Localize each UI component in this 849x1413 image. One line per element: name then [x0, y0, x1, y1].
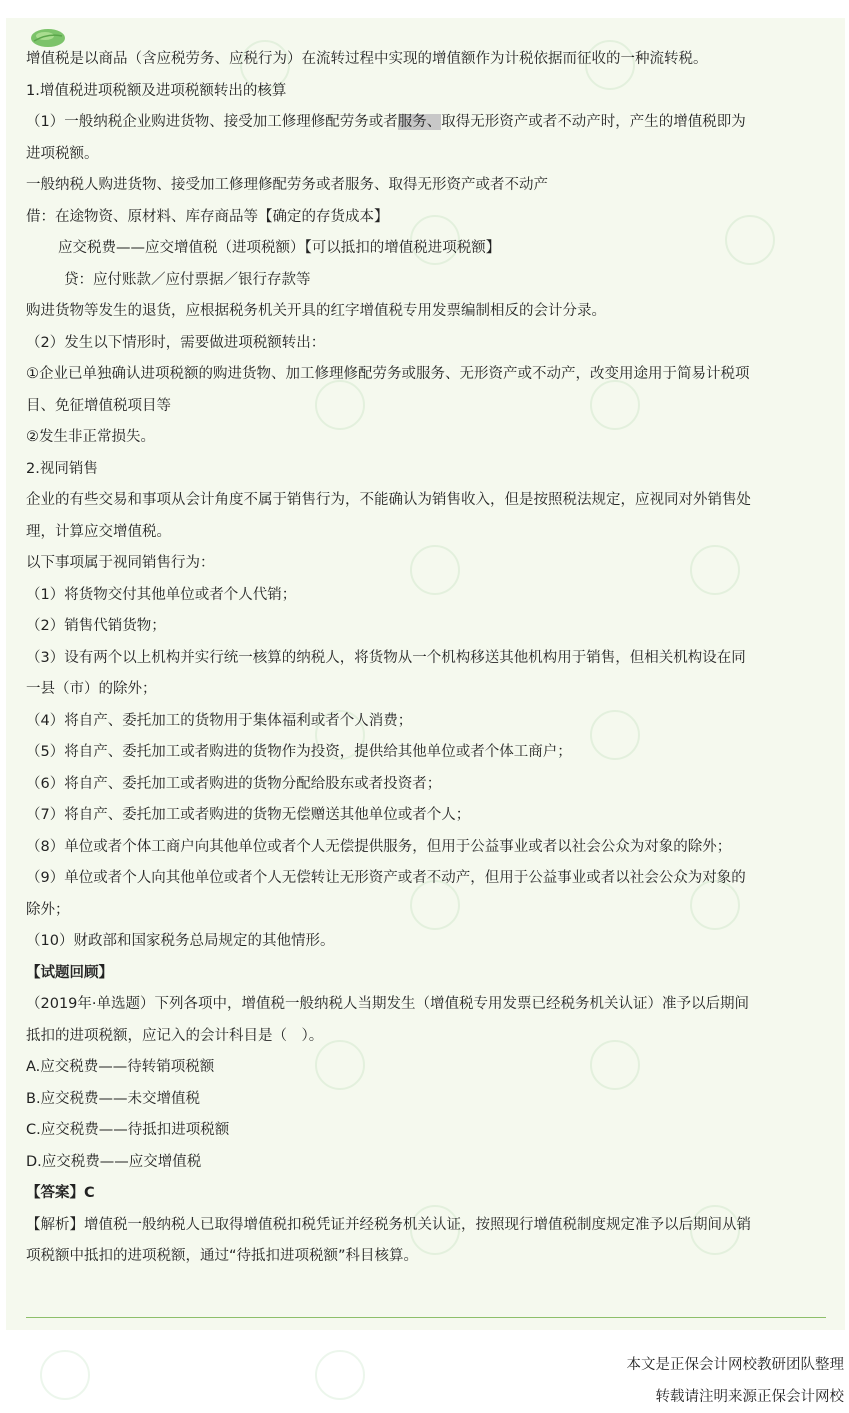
list-item: （2）销售代销货物； [26, 618, 166, 634]
question-text-a: （2019年·单选题）下列各项中，增值税一般纳税人当期发生（增值税专用发票已经税务机关认证）准予以后期间 [26, 996, 750, 1012]
section-1-para-1: （1）一般纳税企业购进货物、接受加工修理修配劳务或者服务、取得无形资产或者不动产时，产生的增值税即为 [26, 114, 746, 130]
list-item: （5）将自产、委托加工或者购进的货物作为投资，提供给其他单位或者个体工商户； [26, 744, 572, 760]
analysis-line-b: 项税额中抵扣的进项税额，通过“待抵扣进项税额”科目核算。 [26, 1248, 419, 1264]
list-item: （4）将自产、委托加工的货物用于集体福利或者个人消费； [26, 712, 413, 729]
footer-source-note: 转载请注明来源正保会计网校 [655, 1389, 844, 1405]
option-c: C.应交税费——待抵扣进项税额 [26, 1122, 230, 1138]
question-text-b: 抵扣的进项税额，应记入的会计科目是（ ）。 [26, 1027, 324, 1044]
list-item: （6）将自产、委托加工或者购进的货物分配给股东或者投资者； [26, 775, 442, 792]
footer-credit: 本文是正保会计网校教研团队整理 [626, 1357, 844, 1373]
section-2-para-1b: 理，计算应交增值税。 [26, 523, 171, 540]
section-2-para-1a: 企业的有些交易和事项从会计角度不属于销售行为，不能确认为销售收入，但是按照税法规定，应视同对外销售处 [26, 492, 751, 508]
analysis-line-a: 【解析】增值税一般纳税人已取得增值税扣税凭证并经税务机关认证，按照现行增值税制度规定准予以后期间从销 [26, 1216, 751, 1233]
list-item: （7）将自产、委托加工或者购进的货物无偿赠送其他单位或者个人； [26, 807, 471, 823]
list-item: （3）设有两个以上机构并实行统一核算的纳税人，将货物从一个机构移送其他机构用于销售，但相关机构设在同 [26, 649, 746, 666]
section-1-para-7: （2）发生以下情形时，需要做进项税额转出： [26, 334, 326, 351]
section-2-para-2: 以下事项属于视同销售行为： [26, 555, 215, 571]
article-body [26, 44, 826, 1273]
section-1-para-2: 一般纳税人购进货物、接受加工修理修配劳务或者服务、取得无形资产或者不动产 [26, 177, 548, 193]
list-item: 一县（市）的除外； [26, 681, 157, 697]
answer-line: 【答案】C [26, 1185, 95, 1201]
list-item: （9）单位或者个人向其他单位或者个人无偿转让无形资产或者不动产，但用于公益事业或者以社会公众为对象的 [26, 870, 746, 886]
section-1-para-1-cont: 进项税额。 [26, 145, 99, 162]
highlighted-text: 服务、 [397, 114, 442, 130]
list-item: （10）财政部和国家税务总局规定的其他情形。 [26, 933, 335, 949]
list-item: 除外； [26, 901, 70, 918]
divider [26, 1317, 826, 1318]
option-b: B.应交税费——未交增值税 [26, 1090, 201, 1107]
section-1-para-8b: 目、免征增值税项目等 [26, 397, 171, 414]
section-1-title: 1.增值税进项税额及进项税额转出的核算 [26, 82, 287, 99]
journal-credit-line: 贷：应付账款／应付票据／银行存款等 [64, 271, 311, 288]
journal-debit-sub-line: 应交税费——应交增值税（进项税额）【可以抵扣的增值税进项税额】 [58, 240, 501, 256]
section-2-title: 2.视同销售 [26, 460, 98, 477]
list-item: （8）单位或者个体工商户向其他单位或者个人无偿提供服务，但用于公益事业或者以社会公众为对象的除外； [26, 838, 732, 855]
journal-debit-line: 借：在途物资、原材料、库存商品等【确定的存货成本】 [26, 208, 389, 225]
list-item: （1）将货物交付其他单位或者个人代销； [26, 586, 297, 603]
review-heading: 【试题回顾】 [26, 964, 113, 981]
section-1-para-6: 购进货物等发生的退货，应根据税务机关开具的红字增值税专用发票编制相反的会计分录。 [26, 303, 606, 319]
intro-paragraph: 增值税是以商品（含应税劳务、应税行为）在流转过程中实现的增值额作为计税依据而征收的一种流转税。 [26, 51, 708, 67]
option-a: A.应交税费——待转销项税额 [26, 1059, 215, 1075]
section-1-para-9: ②发生非正常损失。 [26, 429, 155, 445]
section-1-para-8a: ①企业已单独确认进项税额的购进货物、加工修理修配劳务或服务、无形资产或不动产，改变用途用于简易计税项 [26, 366, 750, 382]
option-d: D.应交税费——应交增值税 [26, 1153, 202, 1170]
